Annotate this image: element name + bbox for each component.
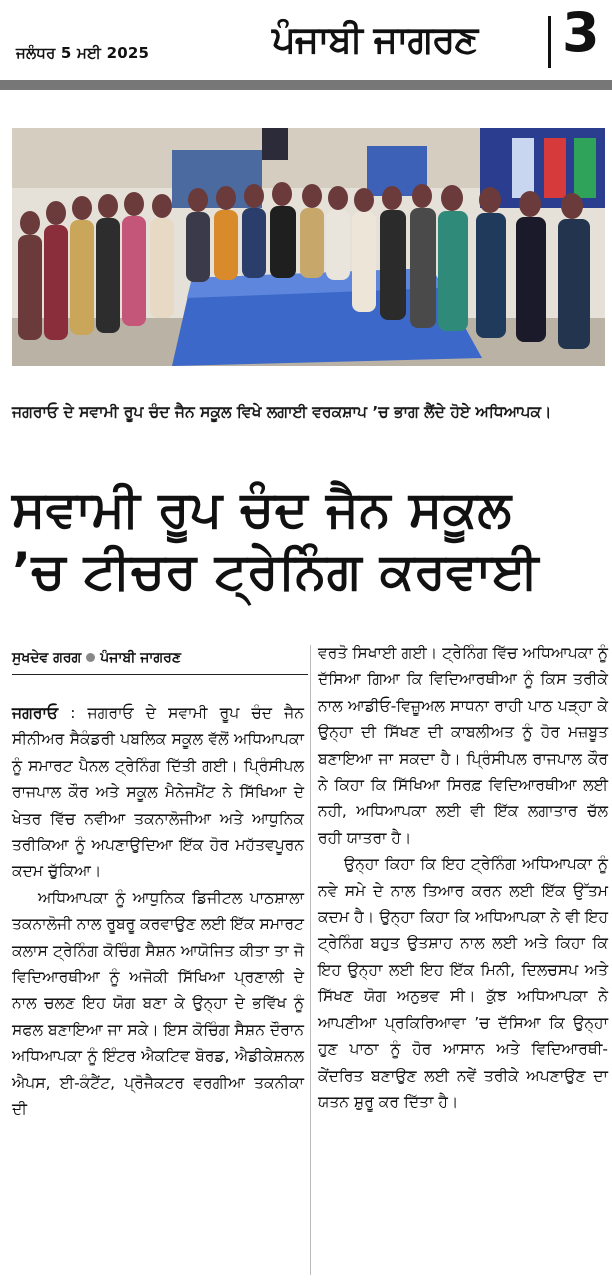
masthead-rule: [0, 80, 612, 90]
newspaper-name: ਪੰਜਾਬੀ ਜਾਗਰਣ: [272, 18, 478, 61]
page-number: 3: [562, 1, 600, 64]
article-paragraph-2-continued: ਵਰਤੋ ਸਿਖਾਈ ਗਈ। ਟ੍ਰੇਨਿੰਗ ਵਿੱਚ ਅਧਿਆਪਕਾ ਨੂੰ ਦੱਸਿਆ ਗਿਆ ਕਿ ਵਿਦਿਆਰਥੀਆ ਨੂੰ ਕਿਸ ਤਰੀਕੇ ਨਾਲ ਆਡੀਓ-ਵਿਜ਼ੂਅਲ ਸਾਧਨਾ ਰਾਹੀ ਪਾਠ ਪੜ੍ਹਾ ਕੇ ਉਨ੍ਹਾ ਦੀ ਸਿੱਖਣ ਦੀ ਕਾਬਲੀਅਤ ਨੂੰ ਹੋਰ ਮਜ਼ਬੂਤ ਬਣਾਇਆ ਜਾ ਸਕਦਾ ਹੈ। ਪ੍ਰਿੰਸੀਪਲ ਰਾਜਪਾਲ ਕੌਰ ਨੇ ਕਿਹਾ ਕਿ ਸਿੱਖਿਆ ਸਿਰਫ਼ ਵਿਦਿਆਰਥੀਆ ਲਈ ਨਹੀ, ਅਧਿਆਪਕਾ ਲਈ ਵੀ ਇੱਕ ਲਗਾਤਾਰ ਚੱਲ ਰਹੀ ਯਾਤਰਾ ਹੈ।: [318, 644, 608, 847]
photo-caption: ਜਗਰਾਓ ਦੇ ਸਵਾਮੀ ਰੂਪ ਚੰਦ ਜੈਨ ਸਕੂਲ ਵਿਖੇ ਲਗਾਈ ਵਰਕਸ਼ਾਪ ’ਚ ਭਾਗ ਲੈਂਦੇ ਹੋਏ ਅਧਿਆਪਕ।: [12, 403, 552, 421]
byline-separator-dot: [86, 653, 95, 662]
article-paragraph-1-text: : ਜਗਰਾਓ ਦੇ ਸਵਾਮੀ ਰੂਪ ਚੰਦ ਜੈਨ ਸੀਨੀਅਰ ਸੈਕੰਡਰੀ ਪਬਲਿਕ ਸਕੂਲ ਵੱਲੋਂ ਅਧਿਆਪਕਾ ਨੂੰ ਸਮਾਰਟ ਪੈਨਲ ਟ੍ਰੇਨਿੰਗ ਦਿੱਤੀ ਗਈ। ਪ੍ਰਿੰਸੀਪਲ ਰਾਜਪਾਲ ਕੌਰ ਅਤੇ ਸਕੂਲ ਮੈਨੇਜਮੈਂਟ ਨੇ ਸਿੱਖਿਆ ਦੇ ਖੇਤਰ ਵਿੱਚ ਨਵੀਆ ਤਕਨਾਲੋਜੀਆ ਅਤੇ ਆਧੁਨਿਕ ਤਰੀਕਿਆ ਨੂੰ ਅਪਣਾਉਦਿਆ ਇੱਕ ਹੋਰ ਮਹੱਤਵਪੂਰਨ ਕਦਮ ਚੁੱਕਿਆ।: [12, 704, 304, 881]
issue-date: ਜਲੰਧਰ 5 ਮਈ 2025: [16, 44, 150, 62]
article-column-left: [12, 700, 304, 1123]
column-separator: [310, 645, 311, 1275]
article-paragraph-3: ਉਨ੍ਹਾ ਕਿਹਾ ਕਿ ਇਹ ਟ੍ਰੇਨਿੰਗ ਅਧਿਆਪਕਾ ਨੂੰ ਨਵੇ ਸਮੇ ਦੇ ਨਾਲ ਤਿਆਰ ਕਰਨ ਲਈ ਇੱਕ ਉੱਤਮ ਕਦਮ ਹੈ। ਉਨ੍ਹਾ ਕਿਹਾ ਕਿ ਅਧਿਆਪਕਾ ਨੇ ਵੀ ਇਹ ਟ੍ਰੇਨਿੰਗ ਬਹੁਤ ਉਤਸ਼ਾਹ ਨਾਲ ਲਈ ਅਤੇ ਕਿਹਾ ਕਿ ਇਹ ਉਨ੍ਹਾ ਲਈ ਇਹ ਇੱਕ ਮਿਨੀ, ਦਿਲਚਸਪ ਅਤੇ ਸਿੱਖਣ ਯੋਗ ਅਨੁਭਵ ਸੀ। ਕੁੱਝ ਅਧਿਆਪਕਾ ਨੇ ਆਪਣੀਆ ਪ੍ਰਕਿਰਿਆਵਾ ’ਚ ਦੱਸਿਆ ਕਿ ਉਨ੍ਹਾ ਹੁਣ ਪਾਠਾ ਨੂੰ ਹੋਰ ਆਸਾਨ ਅਤੇ ਵਿਦਿਆਰਥੀ-ਕੇਂਦਰਿਤ ਬਣਾਉਣ ਲਈ ਨਵੇਂ ਤਰੀਕੇ ਅਪਣਾਉਣ ਦਾ ਯਤਨ ਸ਼ੁਰੂ ਕਰ ਦਿੱਤਾ ਹੈ।: [318, 855, 608, 1111]
byline-source: ਪੰਜਾਬੀ ਜਾਗਰਣ: [100, 650, 181, 666]
byline: [12, 648, 308, 675]
group-photo: [12, 128, 605, 366]
dateline: ਜਗਰਾਓ: [12, 704, 59, 722]
headline: [12, 478, 602, 602]
article-column-right: [318, 640, 608, 1115]
masthead: [0, 0, 612, 80]
byline-author: ਸੁਖਦੇਵ ਗਰਗ: [12, 650, 82, 666]
group-photo-icon: [12, 128, 605, 366]
headline-line-1: ਸਵਾਮੀ ਰੂਪ ਚੰਦ ਜੈਨ ਸਕੂਲ: [12, 480, 512, 538]
masthead-divider: [548, 16, 551, 68]
article-paragraph: [12, 700, 304, 885]
article-paragraph-2: ਅਧਿਆਪਕਾ ਨੂੰ ਆਧੁਨਿਕ ਡਿਜੀਟਲ ਪਾਠਸ਼ਾਲਾ ਤਕਨਾਲੋਜੀ ਨਾਲ ਰੂਬਰੂ ਕਰਵਾਉਣ ਲਈ ਇੱਕ ਸਮਾਰਟ ਕਲਾਸ ਟ੍ਰੇਨਿੰਗ ਕੋਚਿੰਗ ਸੈਸ਼ਨ ਆਯੋਜਿਤ ਕੀਤਾ ਤਾ ਜੋ ਵਿਦਿਆਰਥੀਆ ਨੂੰ ਅਜੋਕੀ ਸਿੱਖਿਆ ਪ੍ਰਣਾਲੀ ਦੇ ਨਾਲ ਚਲਣ ਇਹ ਯੋਗ ਬਣਾ ਕੇ ਉਨ੍ਹਾ ਦੇ ਭਵਿੱਖ ਨੂੰ ਸਫਲ ਬਣਾਇਆ ਜਾ ਸਕੇ। ਇਸ ਕੋਚਿੰਗ ਸੈਸ਼ਨ ਦੌਰਾਨ ਅਧਿਆਪਕਾ ਨੂੰ ਇੰਟਰ ਐਕਟਿਵ ਬੋਰਡ, ਐਡੀਕੇਸ਼ਨਲ ਐਪਸ, ਈ-ਕੰਟੈਂਟ, ਪ੍ਰੋਜੈਕਟਰ ਵਰਗੀਆ ਤਕਨੀਕਾ ਦੀ: [12, 888, 304, 1119]
headline-line-2: ’ਚ ਟੀਚਰ ਟ੍ਰੇਨਿੰਗ ਕਰਵਾਈ: [12, 542, 540, 600]
